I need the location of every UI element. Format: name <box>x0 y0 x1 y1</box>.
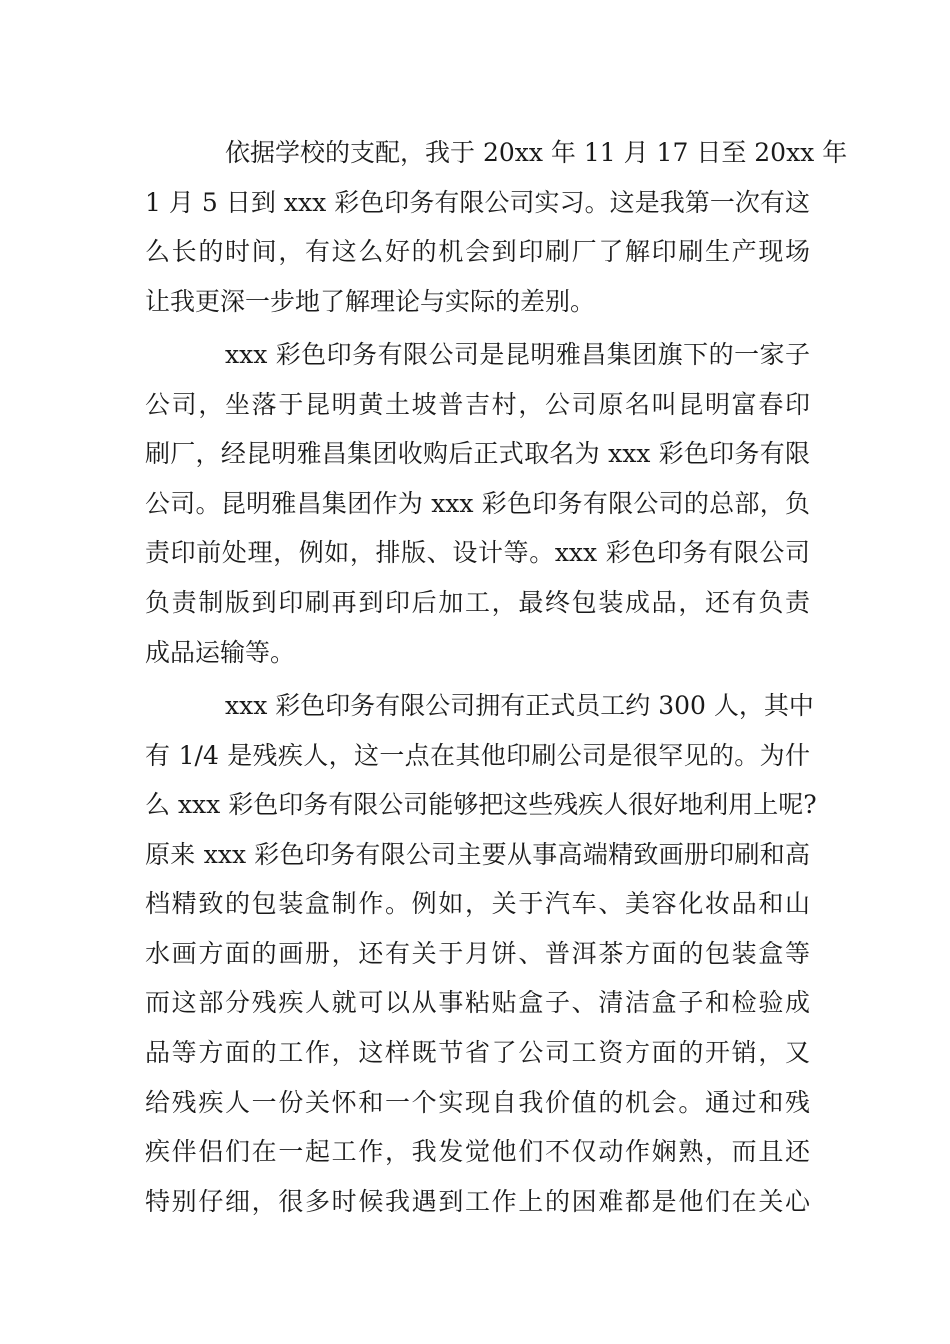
paragraph-line: 责印前处理，例如，排版、设计等。xxx 彩色印务有限公司 <box>145 538 810 568</box>
paragraph-line: 给残疾人一份关怀和一个实现自我价值的机会。通过和残 <box>145 1087 810 1117</box>
paragraph-line: xxx 彩色印务有限公司拥有正式员工约 300 人，其中 <box>225 690 814 720</box>
paragraph-line: 刷厂，经昆明雅昌集团收购后正式取名为 xxx 彩色印务有限 <box>145 439 810 469</box>
paragraph-line: 档精致的包装盒制作。例如，关于汽车、美容化妆品和山 <box>145 889 810 919</box>
paragraph-line: 1 月 5 日到 xxx 彩色印务有限公司实习。这是我第一次有这 <box>145 187 810 217</box>
paragraph-1 <box>145 128 848 326</box>
paragraph-line: 原来 xxx 彩色印务有限公司主要从事高端精致画册印刷和高 <box>145 839 810 869</box>
document-body <box>145 128 848 1226</box>
paragraph-line: 负责制版到印刷再到印后加工，最终包装成品，还有负责 <box>145 588 810 618</box>
paragraph-line: 么 xxx 彩色印务有限公司能够把这些残疾人很好地利用上呢? <box>145 790 817 820</box>
paragraph-line: 而这部分残疾人就可以从事粘贴盒子、清洁盒子和检验成 <box>145 988 810 1018</box>
paragraph-2 <box>145 330 810 677</box>
paragraph-line: 公司。昆明雅昌集团作为 xxx 彩色印务有限公司的总部，负 <box>145 488 810 518</box>
paragraph-line: 品等方面的工作，这样既节省了公司工资方面的开销，又 <box>145 1038 810 1068</box>
paragraph-line: 疾伴侣们在一起工作，我发觉他们不仅动作娴熟，而且还 <box>145 1137 810 1167</box>
paragraph-line: xxx 彩色印务有限公司是昆明雅昌集团旗下的一家子 <box>225 340 810 370</box>
paragraph-line: 特别仔细，很多时候我遇到工作上的困难都是他们在关心 <box>145 1186 810 1216</box>
paragraph-line: 公司，坐落于昆明黄土坡普吉村，公司原名叫昆明富春印 <box>145 389 810 419</box>
paragraph-3 <box>145 681 817 1227</box>
paragraph-line: 有 1/4 是残疾人，这一点在其他印刷公司是很罕见的。为什 <box>145 740 810 770</box>
paragraph-line: 让我更深一步地了解理论与实际的差别。 <box>145 286 596 316</box>
paragraph-line: 依据学校的支配，我于 20xx 年 11 月 17 日至 20xx 年 <box>225 138 848 167</box>
paragraph-line: 水画方面的画册，还有关于月饼、普洱茶方面的包装盒等 <box>145 938 810 968</box>
paragraph-line: 成品运输等。 <box>145 637 296 667</box>
paragraph-line: 么长的时间，有这么好的机会到印刷厂了解印刷生产现场 <box>145 237 810 267</box>
